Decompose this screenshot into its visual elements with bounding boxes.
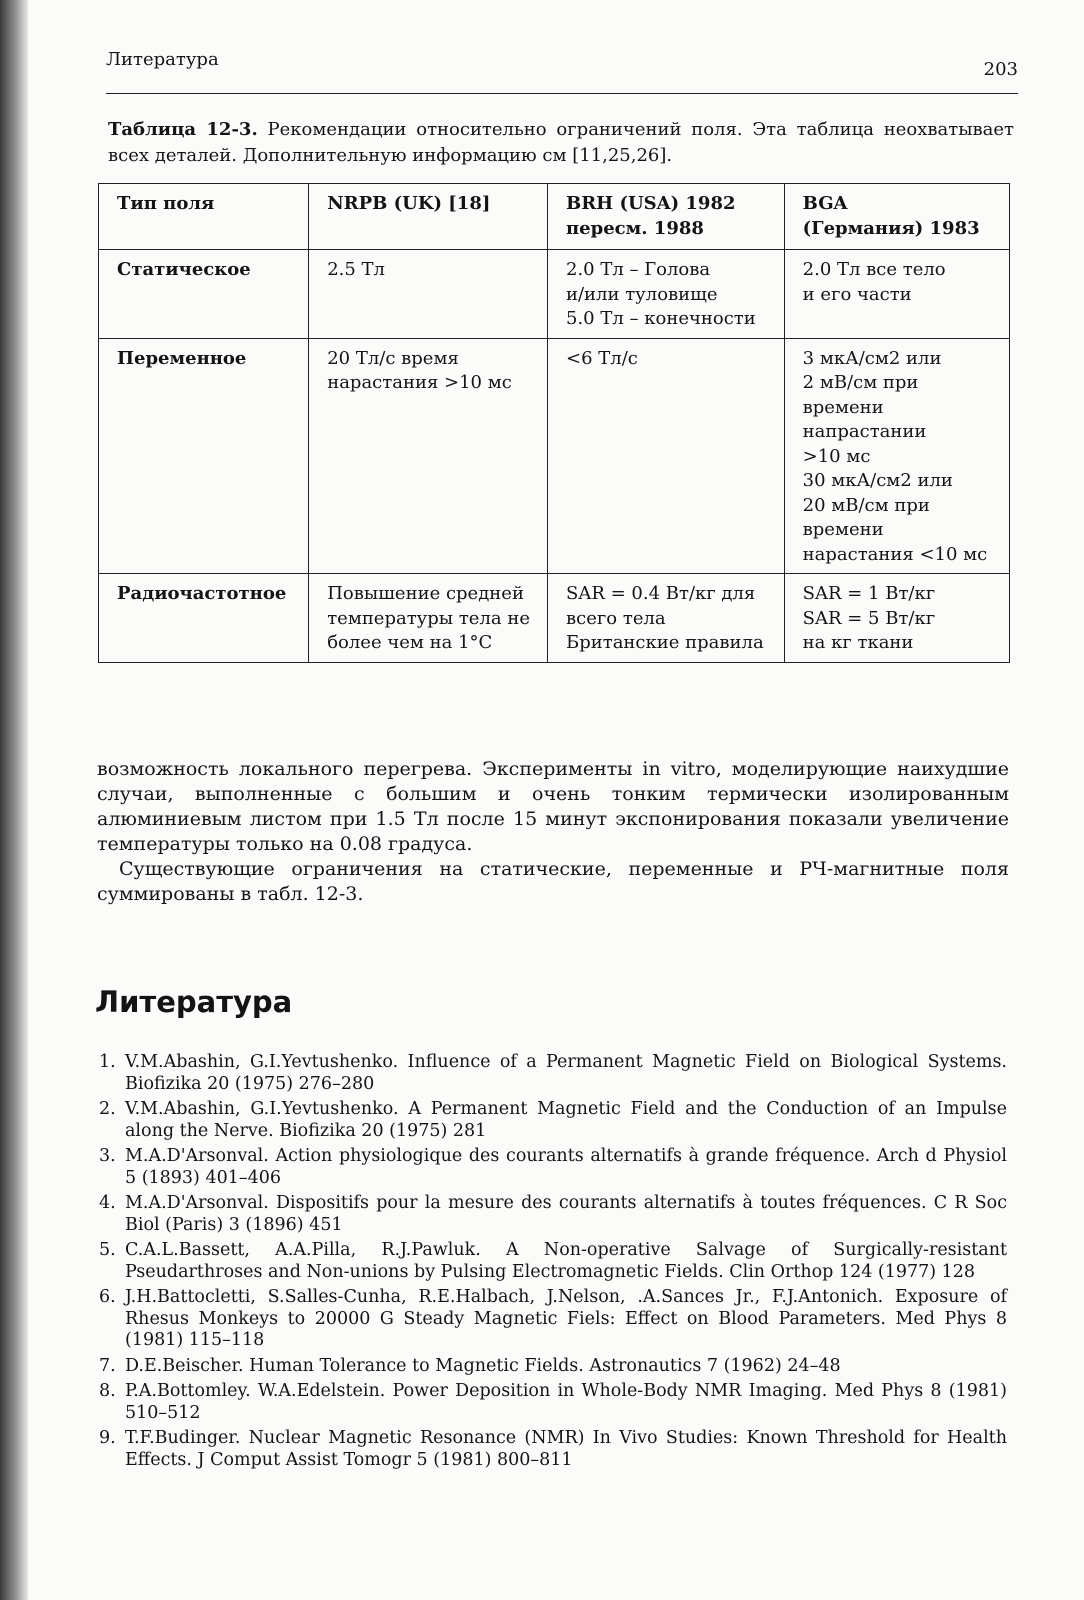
page-number: 203 [983, 59, 1018, 80]
cell-line: 30 мкА/см2 или [802, 470, 953, 491]
reference-text: M.A.D'Arsonval. Action physiologique des courants alternatifs à grande fréquence. Arch d Physiol 5 (1893) 401–406 [125, 1146, 1007, 1188]
reference-text: D.E.Beischer. Human Tolerance to Magnetic Fields. Astronautics 7 (1962) 24–48 [125, 1355, 841, 1376]
reference-number: 1. [99, 1052, 116, 1072]
body-text [97, 757, 1009, 907]
cell-line: нарастания <10 мс [802, 543, 988, 565]
table-cell [309, 250, 548, 339]
reference-item [95, 1428, 1007, 1471]
cell-line: 2.0 Тл все тело [802, 259, 946, 280]
header-cell-line: (Германия) 1983 [802, 217, 980, 239]
header-cell [548, 184, 785, 250]
cell-line: 5.0 Тл – конечности [566, 308, 756, 329]
cell-line: <6 Тл/с [566, 347, 638, 369]
reference-number: 8. [99, 1381, 116, 1401]
table-cell [784, 574, 1009, 663]
cell-line: 2.5 Тл [327, 259, 385, 280]
reference-number: 3. [99, 1146, 116, 1166]
table-cell [548, 338, 785, 574]
table-cell [309, 574, 548, 663]
table-cell [548, 574, 785, 663]
header-cell-line: NRPB (UK) [18] [327, 193, 491, 214]
reference-number: 9. [99, 1428, 116, 1448]
cell-line: Радиочастотное [117, 583, 287, 604]
cell-line: температуры тела не [327, 607, 530, 629]
reference-text: P.A.Bottomley. W.A.Edelstein. Power Deposition in Whole-Body NMR Imaging. Med Phys 8 (1981) 510–512 [125, 1381, 1007, 1423]
reference-number: 5. [99, 1240, 116, 1260]
reference-number: 2. [99, 1099, 116, 1119]
header-cell [784, 184, 1009, 250]
table-cell [784, 250, 1009, 339]
field-limits-table [98, 183, 1010, 663]
body-paragraph: возможность локального перегрева. Эксперименты in vitro, моделирующие наихудшие случаи, выполненные с большим и очень тонким термически изолированным алюминиевым листом при 1.5 Тл после 15 минут экспонирования показали увеличение температуры только на 0.08 градуса. [97, 758, 1009, 855]
page-gutter-shadow [0, 0, 28, 1600]
reference-number: 7. [99, 1355, 116, 1376]
reference-item [95, 1356, 1007, 1378]
field-type-cell [99, 250, 309, 339]
reference-list [95, 1052, 1007, 1475]
table-caption [108, 117, 1014, 169]
table-row [99, 250, 1010, 339]
header-cell-line: BGA [802, 193, 848, 214]
reference-text: T.F.Budinger. Nuclear Magnetic Resonance (NMR) In Vivo Studies: Known Threshold for Health Effects. J Comput Assist Tomogr 5 (1981) 800–811 [125, 1428, 1007, 1470]
cell-line: напрастании [802, 421, 927, 442]
cell-line: Повышение средней [327, 583, 524, 604]
table-header-row [99, 184, 1010, 250]
reference-text: V.M.Abashin, G.I.Yevtushenko. A Permanent Magnetic Field and the Conduction of an Impulse along the Nerve. Biofizika 20 (1975) 281 [125, 1099, 1007, 1141]
cell-line: >10 мс [802, 445, 871, 467]
table-cell [309, 338, 548, 574]
reference-number: 6. [99, 1287, 116, 1307]
cell-line: и его части [802, 283, 912, 305]
cell-line: 2 мВ/см при [802, 372, 919, 393]
cell-line: и/или туловище [566, 283, 718, 305]
reference-text: J.H.Battocletti, S.Salles-Cunha, R.E.Halbach, J.Nelson, .A.Sances Jr., F.J.Antonich. Exposure of Rhesus Monkeys to 20000 G Steady Magnetic Fiels: Effect on Blood Parameters. Med Phys 8 (1981) 115–118 [125, 1287, 1007, 1350]
header-cell-line: BRH (USA) 1982 [566, 193, 736, 214]
cell-line: Переменное [117, 347, 247, 369]
cell-line: 20 Тл/с время [327, 347, 459, 369]
table-cell [548, 250, 785, 339]
table-row [99, 338, 1010, 574]
header-cell-line: пересм. 1988 [566, 217, 704, 239]
cell-line: 2.0 Тл – Голова [566, 259, 711, 280]
cell-line: SAR = 5 Вт/кг [802, 607, 936, 629]
reference-item [95, 1052, 1007, 1095]
table-row [99, 574, 1010, 663]
reference-number: 4. [99, 1193, 116, 1213]
cell-line: Британские правила [566, 632, 764, 653]
reference-item [95, 1287, 1007, 1352]
cell-line: на кг ткани [802, 632, 914, 653]
running-head [106, 45, 1018, 94]
cell-line: 3 мкА/см2 или [802, 347, 942, 369]
header-cell-line: Тип поля [117, 193, 215, 214]
cell-line: 20 мВ/см при [802, 494, 930, 516]
table-cell [784, 338, 1009, 574]
header-cell [99, 184, 309, 250]
cell-line: нарастания >10 мс [327, 372, 512, 393]
body-paragraph: Существующие ограничения на статические, переменные и РЧ-магнитные поля суммированы в табл. 12-3. [97, 858, 1009, 905]
reference-item [95, 1146, 1007, 1189]
reference-text: M.A.D'Arsonval. Dispositifs pour la mesure des courants alternatifs à toutes fréquences. C R Soc Biol (Paris) 3 (1896) 451 [125, 1193, 1007, 1235]
reference-item [95, 1381, 1007, 1424]
table-caption-label: Таблица 12-3. [108, 119, 258, 140]
cell-line: SAR = 0.4 Вт/кг для [566, 583, 756, 604]
references-heading: Литература [95, 985, 293, 1019]
cell-line: более чем на 1°С [327, 632, 493, 653]
reference-item [95, 1193, 1007, 1236]
table-caption-text: Рекомендации относительно ограничений поля. Эта таблица неохватывает всех деталей. Дополнительную информацию см [11,25,26]. [108, 119, 1014, 166]
reference-item [95, 1240, 1007, 1283]
header-cell [309, 184, 548, 250]
running-title: Литература [106, 49, 219, 70]
field-type-cell [99, 338, 309, 574]
reference-text: C.A.L.Bassett, A.A.Pilla, R.J.Pawluk. A Non-operative Salvage of Surgically-resistant Pseudarthroses and Non-unions by Pulsing Electromagnetic Fields. Clin Orthop 124 (1977) 128 [125, 1240, 1007, 1282]
reference-item [95, 1099, 1007, 1142]
reference-text: V.M.Abashin, G.I.Yevtushenko. Influence of a Permanent Magnetic Field on Biological Systems. Biofizika 20 (1975) 276–280 [125, 1052, 1007, 1094]
cell-line: SAR = 1 Вт/кг [802, 583, 936, 604]
field-type-cell [99, 574, 309, 663]
cell-line: Статическое [117, 259, 251, 280]
cell-line: всего тела [566, 607, 666, 629]
cell-line: времени [802, 519, 884, 540]
cell-line: времени [802, 396, 884, 418]
